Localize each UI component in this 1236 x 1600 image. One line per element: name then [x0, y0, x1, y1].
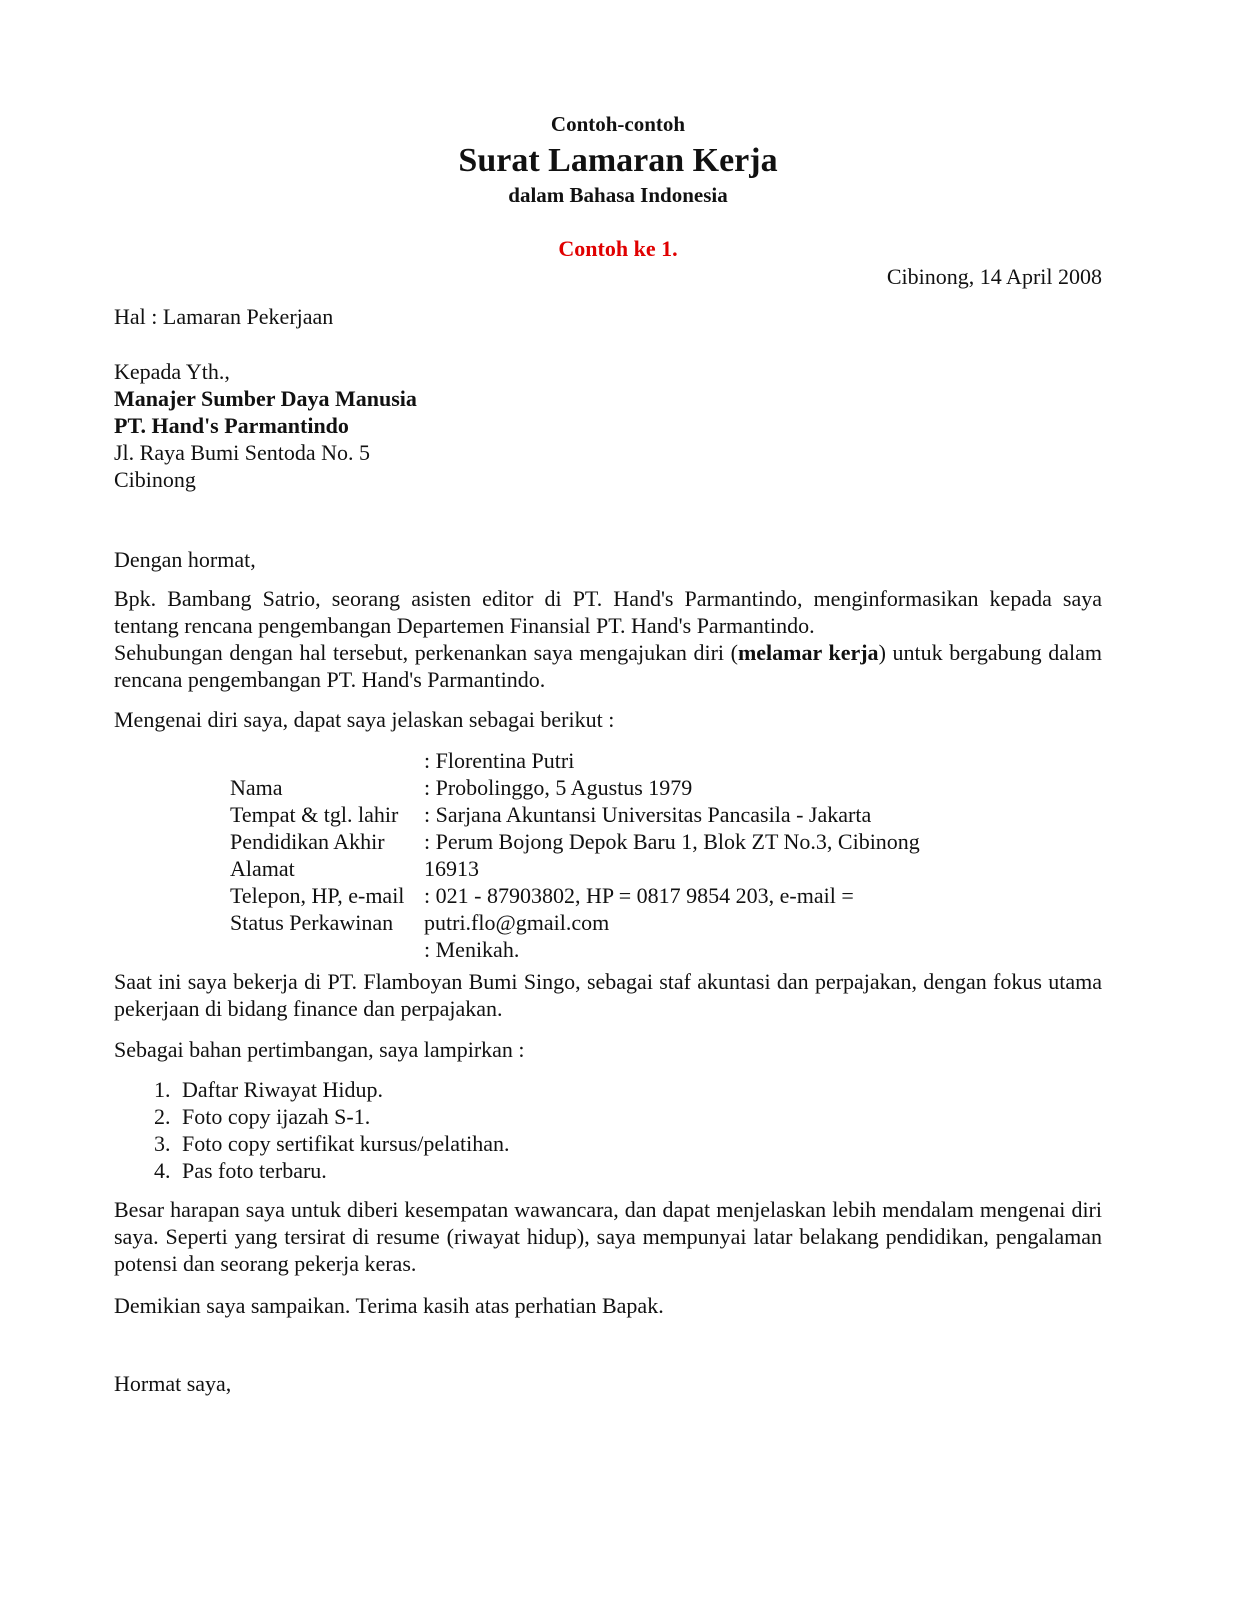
recipient-city: Cibinong [114, 467, 196, 492]
info-value: 16913 [424, 856, 479, 881]
subject-line: Hal : Lamaran Pekerjaan [114, 304, 334, 329]
info-labels [230, 774, 404, 936]
info-label: Status Perkawinan [230, 910, 394, 935]
header-language-line: dalam Bahasa Indonesia [508, 183, 728, 207]
example-label: Contoh ke 1. [558, 236, 678, 261]
recipient-salutation: Kepada Yth., [114, 359, 230, 384]
recipient-block [114, 358, 1102, 493]
info-label: Tempat & tgl. lahir [230, 802, 399, 827]
list-item-number: 4. [154, 1158, 171, 1183]
info-value: : 021 - 87903802, HP = 0817 9854 203, e-mail = [424, 883, 854, 908]
attachments-intro: Sebagai bahan pertimbangan, saya lampirkan : [114, 1037, 525, 1062]
list-item-text: Pas foto terbaru. [182, 1158, 327, 1183]
info-label: Pendidikan Akhir [230, 829, 385, 854]
sign-off: Hormat saya, [114, 1371, 232, 1396]
info-value: putri.flo@gmail.com [424, 910, 610, 935]
paragraph-application-emphasis: melamar kerja [737, 640, 879, 665]
list-item-text: Foto copy sertifikat kursus/pelatihan. [182, 1131, 510, 1156]
list-item-number: 3. [154, 1131, 171, 1156]
list-item [154, 1130, 510, 1157]
list-item-number: 2. [154, 1104, 171, 1129]
closing-line: Demikian saya sampaikan. Terima kasih atas perhatian Bapak. [114, 1293, 664, 1318]
list-item [154, 1103, 510, 1130]
list-item [154, 1076, 510, 1103]
recipient-position: Manajer Sumber Daya Manusia [114, 386, 417, 411]
paragraph-application-start: Sehubungan dengan hal tersebut, perkenankan saya mengajukan diri ( [114, 640, 738, 665]
info-label: Alamat [230, 856, 295, 881]
greeting: Dengan hormat, [114, 547, 256, 572]
recipient-street: Jl. Raya Bumi Sentoda No. 5 [114, 440, 371, 465]
list-item-text: Foto copy ijazah S-1. [182, 1104, 371, 1129]
info-value: : Florentina Putri [424, 748, 575, 773]
info-value: : Perum Bojong Depok Baru 1, Blok ZT No.3, Cibinong [424, 829, 920, 854]
attachments-list [154, 1076, 510, 1184]
paragraph-application [114, 639, 1102, 693]
info-value: : Sarjana Akuntansi Universitas Pancasila - Jakarta [424, 802, 872, 827]
info-values [424, 747, 920, 963]
document-title: Surat Lamaran Kerja [458, 142, 778, 179]
paragraph-current-job: Saat ini saya bekerja di PT. Flamboyan Bumi Singo, sebagai staf akuntasi dan perpajakan, dengan fokus utama pekerjaan di bidang finance dan perpajakan. [114, 969, 1102, 1021]
list-item-number: 1. [154, 1077, 171, 1102]
paragraph-reference: Bpk. Bambang Satrio, seorang asisten editor di PT. Hand's Parmantindo, menginformasikan kepada saya tentang rencana pengembangan Departemen Finansial PT. Hand's Parmantindo. [114, 586, 1102, 638]
place-date: Cibinong, 14 April 2008 [886, 264, 1102, 289]
header-subtitle: Contoh-contoh [550, 112, 686, 136]
paragraph-application-end: ) untuk bergabung dalam rencana pengembangan PT. Hand's Parmantindo. [114, 640, 1103, 692]
recipient-company: PT. Hand's Parmantindo [114, 413, 349, 438]
info-value: : Probolinggo, 5 Agustus 1979 [424, 775, 693, 800]
info-intro: Mengenai diri saya, dapat saya jelaskan sebagai berikut : [114, 707, 615, 732]
list-item [154, 1157, 510, 1184]
info-value: : Menikah. [424, 937, 520, 962]
info-label: Nama [230, 775, 283, 800]
info-label: Telepon, HP, e-mail [230, 883, 405, 908]
paragraph-hope: Besar harapan saya untuk diberi kesempatan wawancara, dan dapat menjelaskan lebih mendalam mengenai diri saya. Seperti yang tersirat di resume (riwayat hidup), saya mempunyai latar belakang pendidikan, pengalaman potensi dan seorang pekerja keras. [114, 1197, 1102, 1276]
list-item-text: Daftar Riwayat Hidup. [182, 1077, 383, 1102]
